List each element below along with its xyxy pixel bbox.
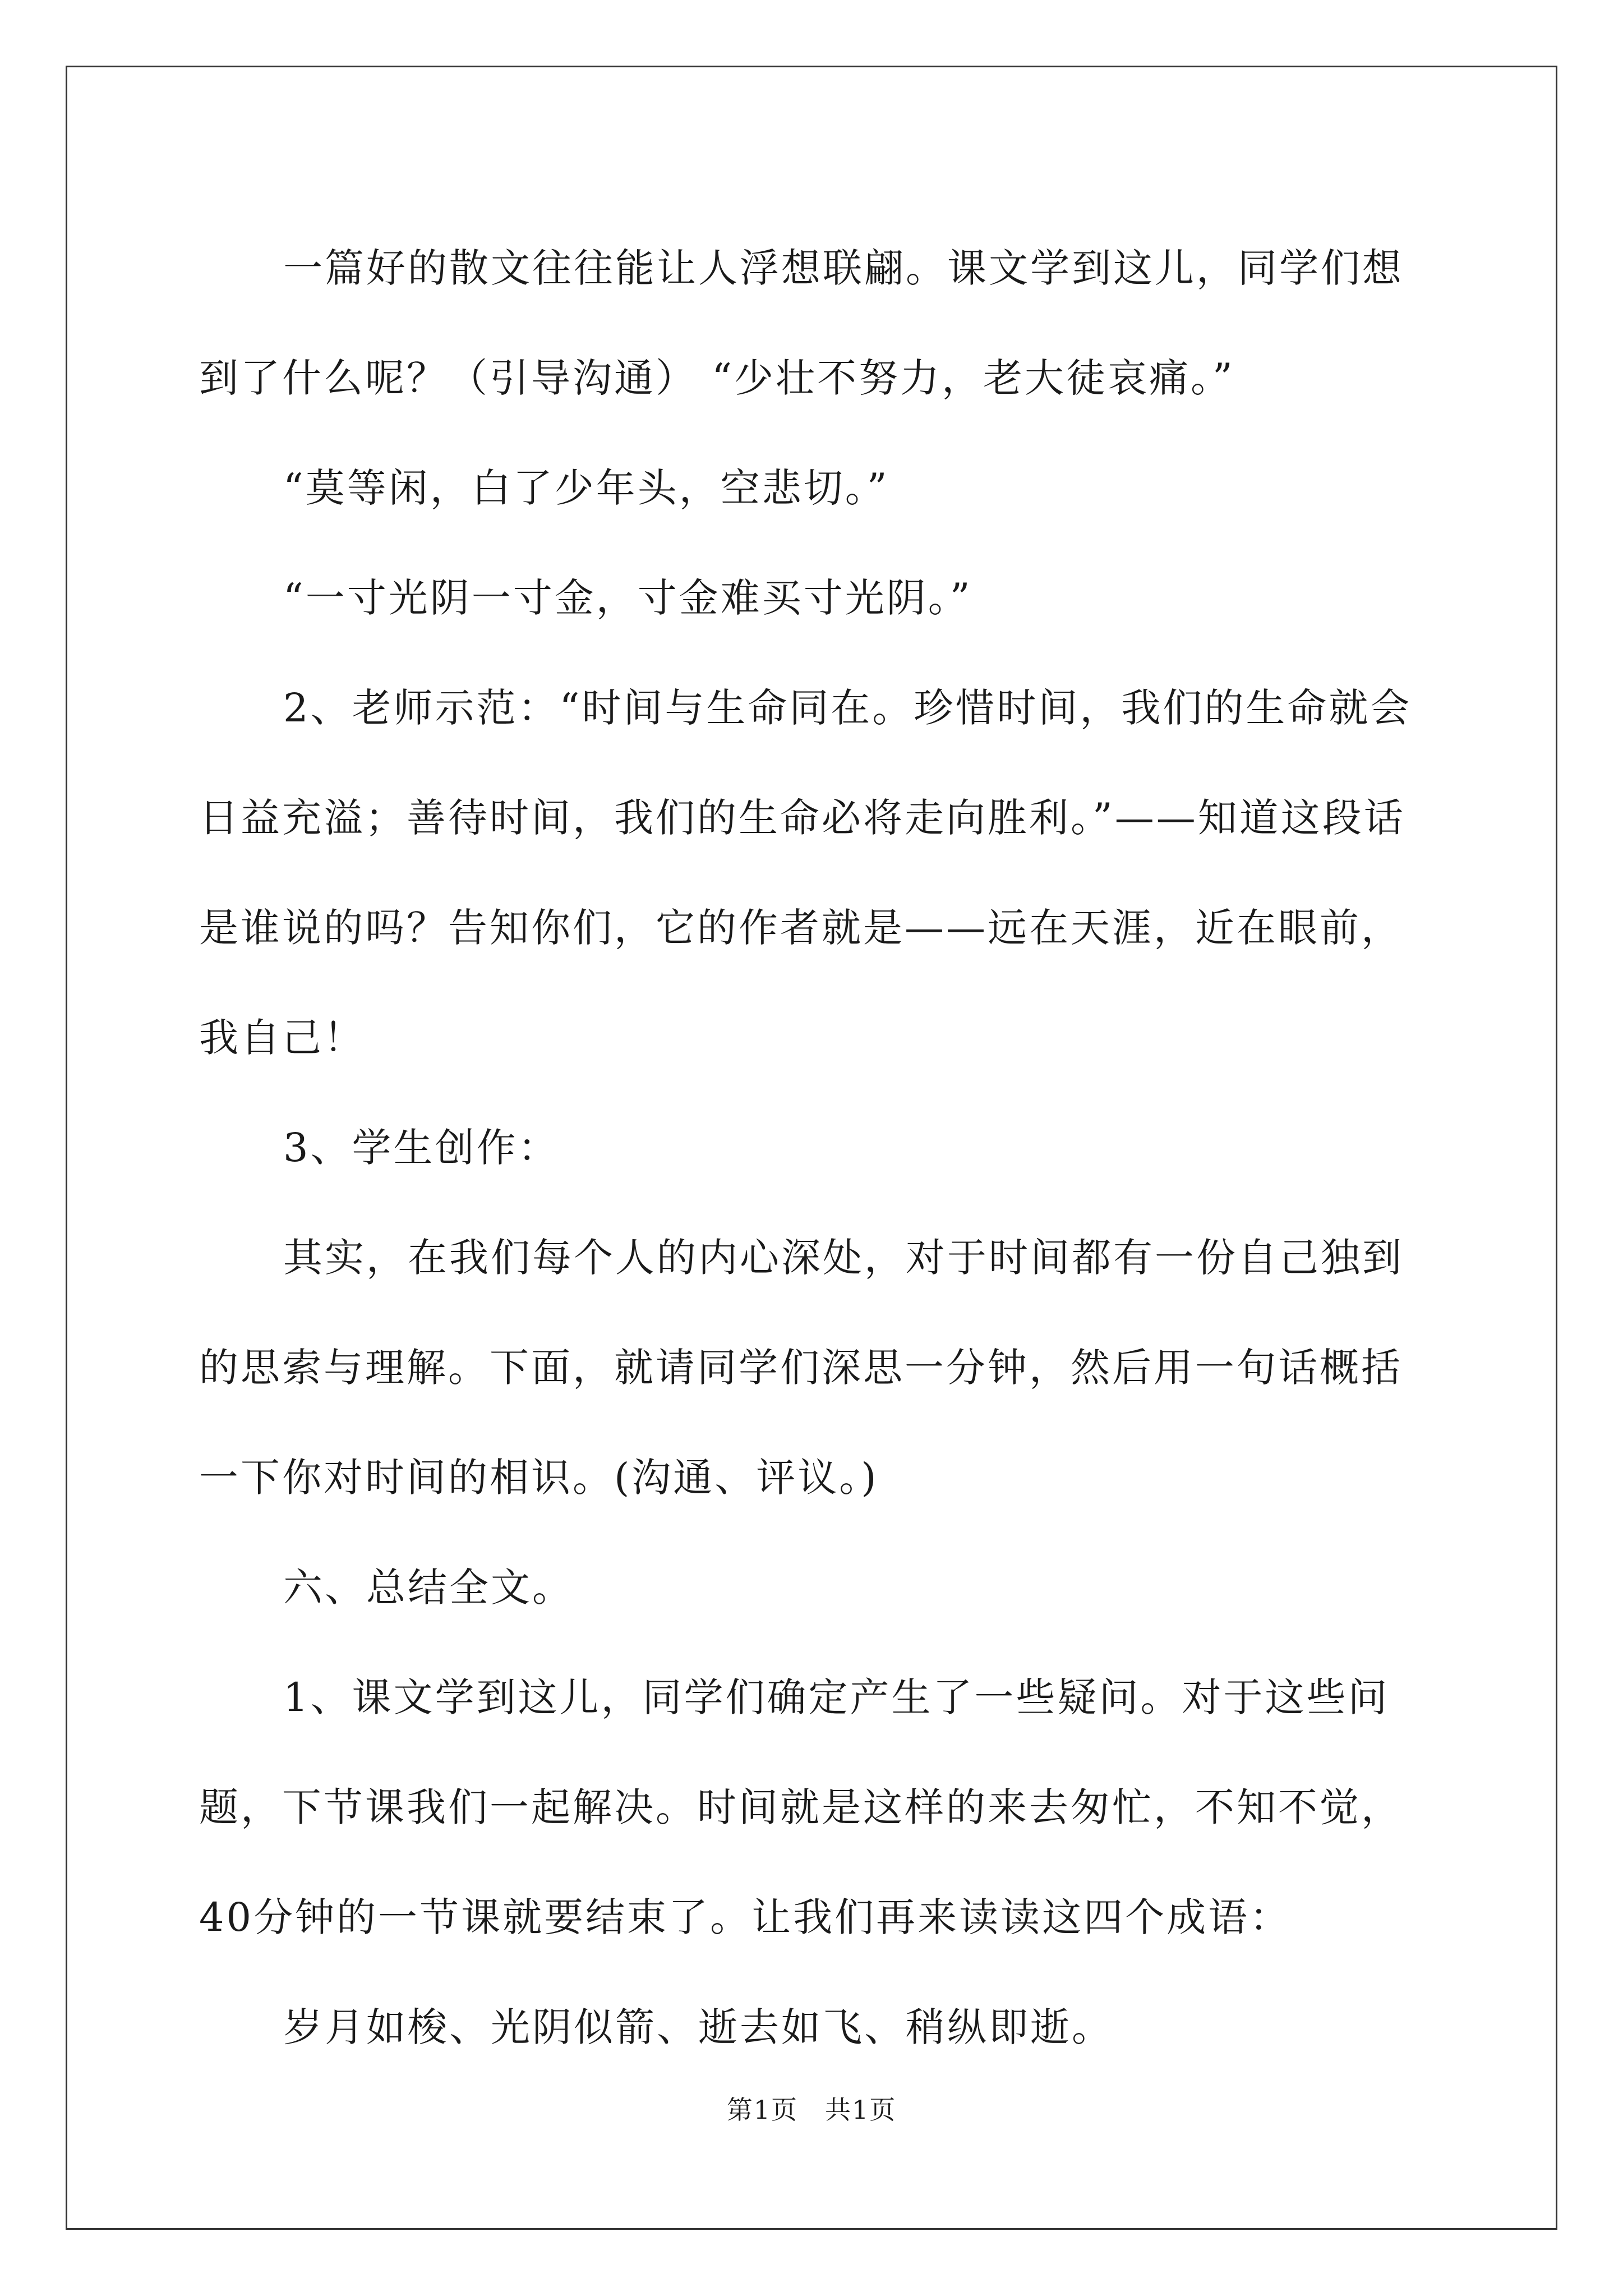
paragraph-8: 1、课文学到这儿，同学们确定产生了一些疑问。对于这些问题，下节课我们一起解决。时间就是这样的来去匆忙，不知不觉，40分钟的一节课就要结束了。让我们再来读读这四个成语： [199,1674,1403,1940]
paragraph-1: 一篇好的散文往往能让人浮想联翩。课文学到这儿，同学们想到了什么呢？（引导沟通） “少壮不努力，老大徒哀痛。” [199,245,1404,401]
page-number-footer: 第1页 共1页 [726,2095,897,2125]
paragraph-3: “一寸光阴一寸金，寸金难买寸光阴。” [283,575,972,621]
paragraph-6: 其实，在我们每个人的内心深处，对于时间都有一份自己独到的思索与理解。下面，就请同学们深思一分钟，然后用一句话概括一下你对时间的相识。(沟通、评议。) [199,1235,1404,1501]
paragraph-7: 六、总结全文。 [283,1565,574,1611]
paragraph-5: 3、学生创作： [283,1125,560,1171]
paragraph-2: “莫等闲，白了少年头，空悲切。” [283,465,889,511]
paragraph-4: 2、老师示范：“时间与生命同在。珍惜时间，我们的生命就会日益充溢；善待时间，我们的生命必将走向胜利。”——知道这段话是谁说的吗？告知你们，它的作者就是——远在天涯，近在眼前，我自己！ [199,685,1412,1061]
paragraph-9: 岁月如梭、光阴似箭、逝去如飞、稍纵即逝。 [283,2004,1113,2050]
document-body [199,213,1433,2082]
